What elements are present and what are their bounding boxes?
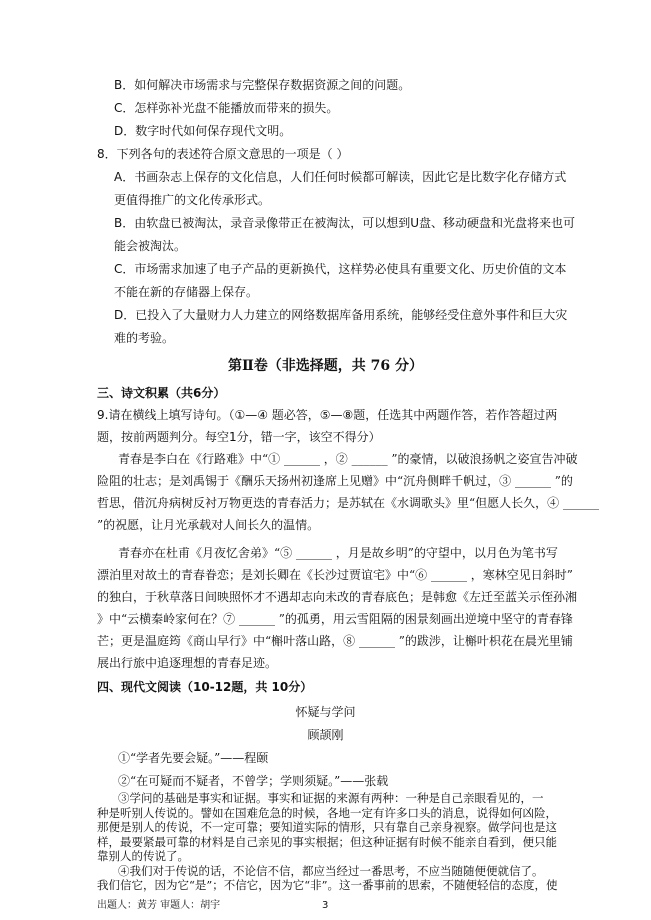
q8-option-d-line2: 难的考验。 [114,331,175,345]
quote-zhang-zai: ②“在可疑而不疑者，不曾学；学则须疑。”——张载 [118,774,389,788]
q7-option-d: D．数字时代如何保存现代文明。 [114,124,292,138]
q7-option-c: C．怎样弥补光盘不能播放而带来的损失。 [114,101,339,115]
article-paragraph3-line4: 样，最要紧最可靠的材料是自己亲见的事实根据；但这种证据有时候不能亲自看到，便只能 [97,834,557,849]
poem-paragraph2-line3: 的独白，于秋草落日间映照怀才不遇却志向未改的青春底色；是韩愈《左迁至蓝关示侄孙湘 [97,590,578,604]
q8-option-d-line1: D．已投入了大量财力人力建立的网络数据库备用系统，能够经受住意外事件和巨大灾 [114,308,568,322]
poem-paragraph1-line3: 哲思，借沉舟病树反衬万物更迭的青春活力；是苏轼在《水调歌头》里“但愿人长久，④ ______ [97,496,599,510]
article-paragraph3-line2: 种是听别人传说的。譬如在国难危急的时候，各地一定有许多口头的消息，说得如何凶险， [97,805,557,820]
poem-paragraph1-line1: 青春是李白在《行路难》中“① ______ ，② ______ ”的豪情，以破浪扬帆之姿宣告冲破 [118,452,578,466]
q8-option-b-line2: 能会被淘汰。 [114,239,187,253]
q9-instruction-line2: 题，按前两题判分。每空1分，错一字，该空不得分） [97,430,381,444]
poem-paragraph2-line2: 漂泊里对故土的青春眷恋；是刘长卿在《长沙过贾谊宅》中“⑥ ______ ，寒林空见日斜时” [97,568,573,582]
poem-paragraph1-line2: 险阻的壮志；是刘禹锡于《酬乐天扬州初逢席上见赠》中“沉舟侧畔千帆过，③ ______ ”的 [97,474,573,488]
page-number: 3 [322,900,329,911]
q8-option-c-line2: 不能在新的存储器上保存。 [114,285,259,299]
q8-option-b-line1: B．由软盘已被淘汰，录音录像带正在被淘汰，可以想到U盘、移动硬盘和光盘将来也可 [114,216,576,230]
part2-title: 第Ⅱ卷（非选择题，共 76 分） [227,358,424,374]
article-title: 怀疑与学问 [295,705,356,719]
q8-option-c-line1: C．市场需求加速了电子产品的更新换代，这样势必使具有重要文化、历史价值的文本 [114,262,567,276]
q8-stem: 8．下列各句的表述符合原文意思的一项是（ ） [97,147,349,161]
footer-setter: 出题人：黄芳 审题人：胡宇 [97,900,221,911]
article-author: 顾颉刚 [307,728,344,742]
article-paragraph3-line3: 那便是别人的传说，不一定可靠；要知道实际的情形，只有靠自己亲身视察。做学问也是这 [97,820,557,834]
article-paragraph3-line5: 靠别人的传说了。 [97,849,189,863]
section4-heading: 四、现代文阅读（10-12题，共 10分） [97,680,313,694]
poem-paragraph1-line4: ”的祝愿，让月光承载对人间长久的温情。 [97,518,320,532]
poem-paragraph2-line6: 展出行旅中追逐理想的青春足迹。 [97,656,278,670]
article-paragraph4-line2: 我们信它，因为它“是”；不信它，因为它“非”。这一番事前的思索，不随便轻信的态度，使 [97,878,558,892]
poem-paragraph2-line5: 芒；更是温庭筠《商山早行》中“槲叶落山路，⑧ ______ ”的跋涉，让槲叶枳花在晨光里铺 [97,634,573,648]
q9-instruction-line1: 9.请在横线上填写诗句。（①—④ 题必答，⑤—⑧题，任选其中两题作答，若作答超过两 [97,408,558,422]
article-paragraph3-line1: ③学问的基础是事实和证据。事实和证据的来源有两种：一种是自己亲眼看见的，一 [118,791,544,805]
poem-paragraph2-line4: 》中“云横秦岭家何在？⑦ ______ ”的孤勇，用云雪阻隔的困景刻画出逆境中坚守的青春锋 [97,612,573,626]
section3-heading: 三、诗文积累（共6分） [97,386,226,400]
article-paragraph4-line1: ④我们对于传说的话，不论信不信，都应当经过一番思考，不应当随随便便就信了。 [118,863,544,878]
q8-option-a-line2: 更值得推广的文化传承形式。 [114,193,271,207]
q7-option-b: B．如何解决市场需求与完整保存数据资源之间的问题。 [114,78,411,92]
quote-cheng-yi: ①“学者先要会疑。”——程颐 [118,751,269,765]
poem-paragraph2-line1: 青春亦在杜甫《月夜忆舍弟》“⑤ ______ ，月是故乡明”的守望中，以月色为笔书写 [118,546,558,560]
q8-option-a-line1: A．书画杂志上保存的文化信息，人们任何时候都可解读，因此它是比数字化存储方式 [114,170,567,184]
